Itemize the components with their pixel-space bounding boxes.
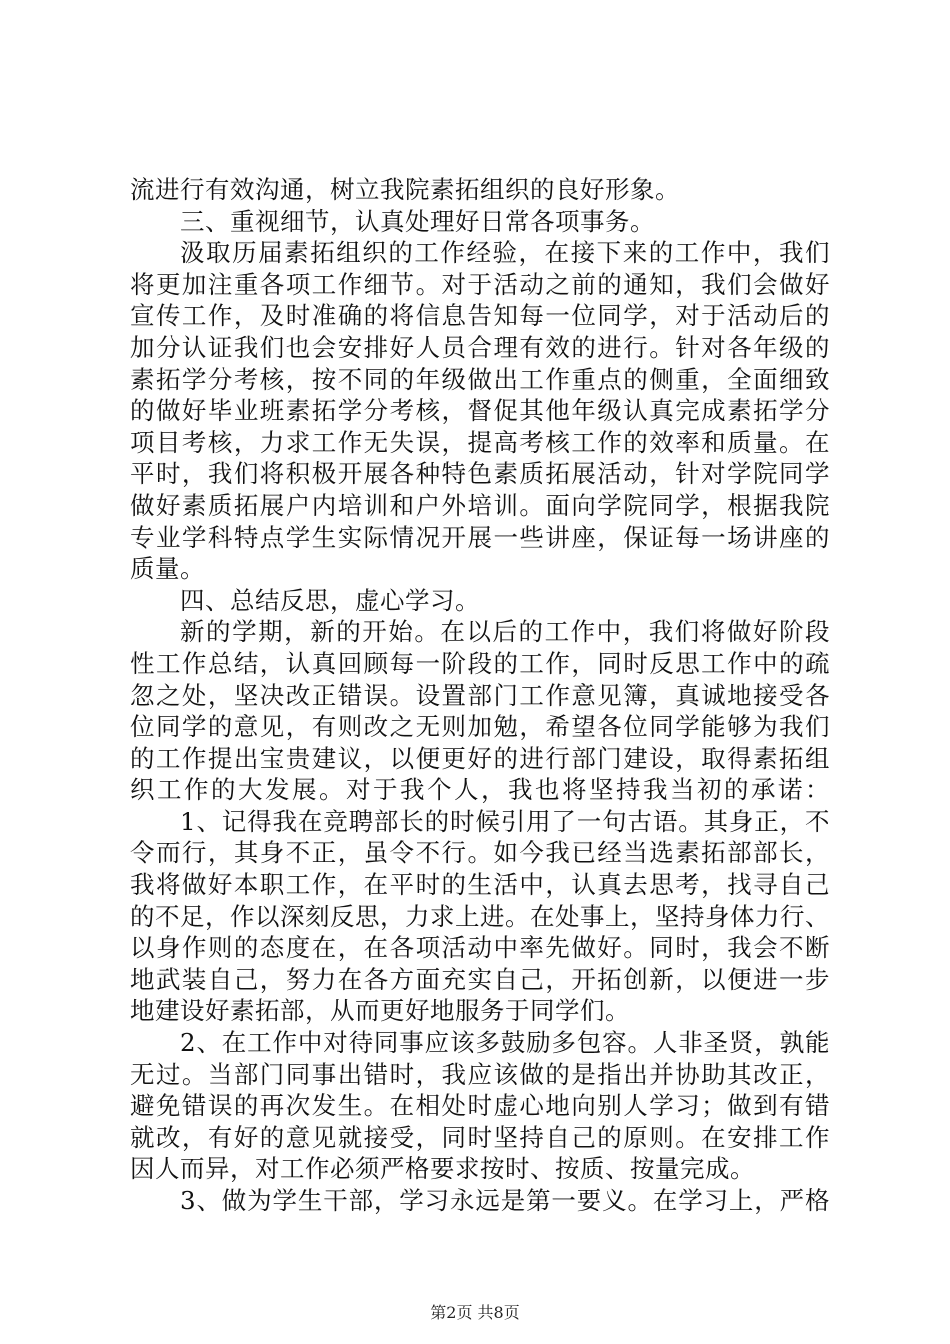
text-line: 汲取历届素拓组织的工作经验，在接下来的工作中，我们: [180, 238, 830, 268]
text-line: 宣传工作，及时准确的将信息告知每一位同学，对于活动后的: [130, 301, 830, 331]
text-line: 避免错误的再次发生。在相处时虚心地向别人学习；做到有错: [130, 1091, 830, 1121]
text-line: 四、总结反思，虚心学习。: [180, 585, 480, 615]
text-line: 素拓学分考核，按不同的年级做出工作重点的侧重，全面细致: [130, 364, 830, 394]
text-line: 令而行，其身不正，虽令不行。如今我已经当选素拓部部长，: [130, 838, 830, 868]
text-line: 新的学期，新的开始。在以后的工作中，我们将做好阶段: [180, 617, 830, 647]
text-line: 以身作则的态度在，在各项活动中率先做好。同时，我会不断: [130, 933, 830, 963]
text-line: 地建设好素拓部，从而更好地服务于同学们。: [130, 996, 630, 1026]
text-line: 平时，我们将积极开展各种特色素质拓展活动，针对学院同学: [130, 459, 830, 489]
text-line: 1、记得我在竞聘部长的时候引用了一句古语。其身正，不: [180, 806, 830, 836]
text-line: 项目考核，力求工作无失误，提高考核工作的效率和质量。在: [130, 427, 830, 457]
text-line: 忽之处，坚决改正错误。设置部门工作意见簿，真诚地接受各: [130, 680, 830, 710]
text-line: 做好素质拓展户内培训和户外培训。面向学院同学，根据我院: [130, 490, 830, 520]
text-line: 因人而异，对工作必须严格要求按时、按质、按量完成。: [130, 1154, 755, 1184]
text-line: 流进行有效沟通，树立我院素拓组织的良好形象。: [130, 175, 680, 204]
text-line: 专业学科特点学生实际情况开展一些讲座，保证每一场讲座的: [130, 522, 830, 552]
text-line: 的工作提出宝贵建议，以便更好的进行部门建设，取得素拓组: [130, 743, 830, 773]
text-line: 的不足，作以深刻反思，力求上进。在处事上，坚持身体力行、: [130, 901, 830, 931]
text-line: 织工作的大发展。对于我个人，我也将坚持我当初的承诺：: [130, 775, 830, 805]
text-line: 位同学的意见，有则改之无则加勉，希望各位同学能够为我们: [130, 712, 830, 742]
text-line: 质量。: [130, 554, 205, 584]
text-line: 性工作总结，认真回顾每一阶段的工作，同时反思工作中的疏: [130, 648, 830, 678]
text-line: 就改，有好的意见就接受，同时坚持自己的原则。在安排工作: [130, 1122, 830, 1152]
text-line: 无过。当部门同事出错时，我应该做的是指出并协助其改正，: [130, 1059, 830, 1089]
text-line: 地武装自己，努力在各方面充实自己，开拓创新，以便进一步: [130, 964, 830, 994]
text-line: 三、重视细节，认真处理好日常各项事务。: [180, 206, 655, 236]
document-body: [130, 174, 830, 1217]
text-line: 我将做好本职工作，在平时的生活中，认真去思考，找寻自己: [130, 870, 830, 900]
page-footer: 第2页 共8页: [430, 1303, 520, 1322]
text-line: 将更加注重各项工作细节。对于活动之前的通知，我们会做好: [130, 269, 830, 299]
text-line: 3、做为学生干部，学习永远是第一要义。在学习上，严格: [180, 1186, 830, 1215]
text-line: 2、在工作中对待同事应该多鼓励多包容。人非圣贤，孰能: [180, 1028, 830, 1058]
text-line: 的做好毕业班素拓学分考核，督促其他年级认真完成素拓学分: [130, 396, 830, 426]
text-line: 加分认证我们也会安排好人员合理有效的进行。针对各年级的: [130, 332, 830, 362]
